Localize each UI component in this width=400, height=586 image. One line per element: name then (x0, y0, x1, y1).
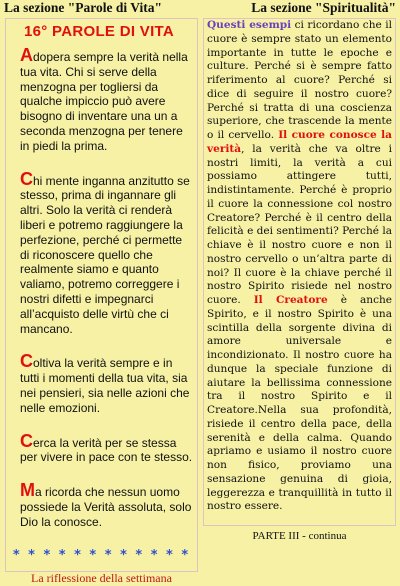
highlight-creatore: Il Creatore (253, 294, 328, 306)
text-segment-3: è anche Spirito, e il nostro Spirito è una scintilla della sorgente divina di amore universale e incondizionato. Il nostro cuore ha dunque la speciale funzione di aiutare la bellissima connessione tra il nostro Spirito e il Creatore.Nella sua profondità, risiede il centro della pace, della serenità e della calma. Quando apriamo e usiamo il nostro cuore non fisico, proviamo una sensazione genuina di gioia, leggerezza e tranquillità in tutto il nostro essere. (207, 294, 393, 513)
right-section-title: La sezione "Spiritualità" (251, 0, 396, 15)
star-divider: * * * * * * * * * * * * (12, 547, 191, 563)
drop-cap: A (20, 45, 33, 65)
paragraph-text: erca la verità per se stessa per vivere in pace con te stesso. (20, 435, 193, 465)
paragraph-text: a ricorda che nessun uomo possiede la Verità assoluta, solo Dio la conosce. (20, 485, 192, 529)
text-segment-1: ci ricordano che il cuore è sempre stato un elemento importante in tutte le epoche e culture. Perché si è sempre fatto riferimento al cuore? Perché si dice di seguire il nostro cuore? Perché si tratta di una coscienza superiore, che trascende la mente o il cervello. (207, 19, 392, 141)
page-header (0, 0, 400, 16)
paragraph-1 (20, 45, 193, 154)
highlight-questi-esempi: Questi esempi (207, 19, 292, 31)
paragraph-text: hi mente inganna anzitutto se stesso, prima di ingannare gli altri. Solo la verità ci renderà liberi e potremo raggiungere la perfezione, perché ci permette di riconoscere quello che realmente siamo e quanto valiamo, potremo correggere i nostri difetti e impegnarci all’acquisto delle virtù che ci mancano. (20, 173, 190, 336)
left-section-title: La sezione "Parole di Vita" (4, 0, 162, 15)
part-continua-label: PARTE III - continua (252, 530, 347, 542)
paragraph-3 (20, 351, 193, 415)
text-segment-2: , la verità che va oltre i nostri limiti, la verità a cui possiamo attingere tutti, indistintamente. Perché è proprio il cuore la connessione col nostro Creatore? Perché è il centro della felicità e dei sentimenti? Perché la chiave è il nostro cuore e non il nostro cervello o un’altra parte di noi? Il cuore è la chiave perché il nostro Spirito risiede nel nostro cuore. (207, 142, 392, 306)
column-title: 16° PAROLE DI VITA (24, 23, 175, 40)
paragraph-5 (20, 480, 193, 529)
parole-di-vita-column (5, 18, 198, 585)
paragraph-text: dopera sempre la verità nella tua vita. Chi si serve della menzogna per togliersi da qualche impiccio può avere bisogno di inventare una un a seconda menzogna per tenere in piedi la prima. (20, 50, 188, 153)
drop-cap: C (20, 168, 33, 189)
drop-cap: C (20, 430, 33, 451)
drop-cap: C (20, 351, 33, 372)
paragraph-4 (20, 430, 193, 466)
drop-cap: M (20, 480, 35, 501)
paragraph-text: oltiva la verità sempre e in tutti i momenti della tua vita, sia nei pensieri, sia nelle azioni che nelle emozioni. (20, 356, 190, 415)
article-text (207, 19, 392, 514)
spiritualita-column (203, 18, 396, 526)
weekly-reflection-caption: La riflessione della settimana (31, 570, 172, 585)
highlight-cuore-verita: Il cuore conosce la verità (207, 129, 393, 155)
paragraph-2 (20, 168, 193, 337)
